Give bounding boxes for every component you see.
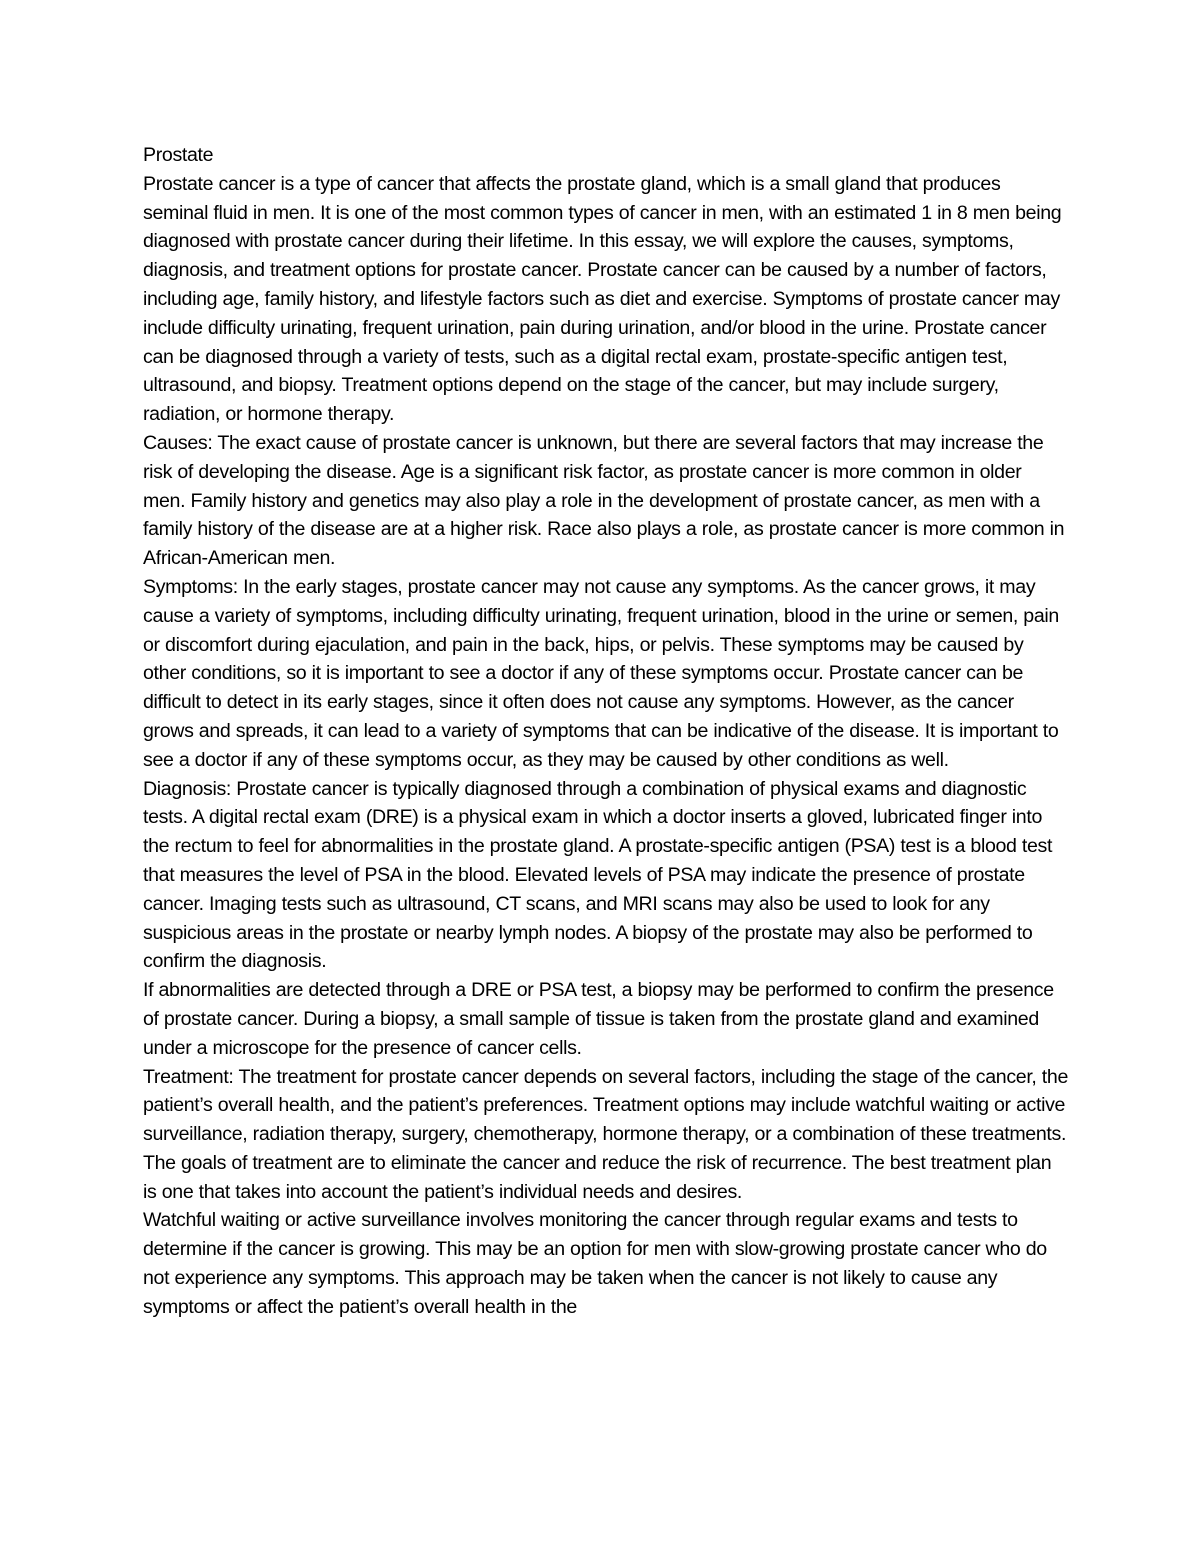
- paragraph-diagnosis: Diagnosis: Prostate cancer is typically diagnosed through a combination of physical exams and diagnostic tests. A digital rectal exam (DRE) is a physical exam in which a doctor inserts a gloved, lubricated finger into the rectum to feel for abnormalities in the prostate gland. A prostate-specific antigen (PSA) test is a blood test that measures the level of PSA in the blood. Elevated levels of PSA may indicate the presence of prostate cancer. Imaging tests such as ultrasound, CT scans, and MRI scans may also be used to look for any suspicious areas in the prostate or nearby lymph nodes. A biopsy of the prostate may also be performed to confirm the diagnosis.: [143, 777, 1053, 973]
- document-title: Prostate: [143, 144, 214, 166]
- paragraph-introduction: Prostate cancer is a type of cancer that affects the prostate gland, which is a small gland that produces seminal fluid in men. It is one of the most common types of cancer in men, with an estimated 1 in 8 men being diagnosed with prostate cancer during their lifetime. In this essay, we will explore the causes, symptoms, diagnosis, and treatment options for prostate cancer. Prostate cancer can be caused by a number of factors, including age, family history, and lifestyle factors such as diet and exercise. Symptoms of prostate cancer may include difficulty urinating, frequent urination, pain during urination, and/or blood in the urine. Prostate cancer can be diagnosed through a variety of tests, such as a digital rectal exam, prostate-specific antigen test, ultrasound, and biopsy. Treatment options depend on the stage of the cancer, but may include surgery, radiation, or hormone therapy.: [143, 172, 1062, 426]
- document-body: [143, 141, 1068, 1322]
- paragraph-causes: Causes: The exact cause of prostate cancer is unknown, but there are several factors that may increase the risk of developing the disease. Age is a significant risk factor, as prostate cancer is more common in older men. Family history and genetics may also play a role in the development of prostate cancer, as men with a family history of the disease are at a higher risk. Race also plays a role, as prostate cancer is more common in African-American men.: [143, 431, 1065, 570]
- paragraph-watchful-waiting: Watchful waiting or active surveillance involves monitoring the cancer through regular exams and tests to determine if the cancer is growing. This may be an option for men with slow-growing prostate cancer who do not experience any symptoms. This approach may be taken when the cancer is not likely to cause any symptoms or affect the patient’s overall health in the: [143, 1209, 1047, 1318]
- paragraph-biopsy: If abnormalities are detected through a DRE or PSA test, a biopsy may be performed to confirm the presence of prostate cancer. During a biopsy, a small sample of tissue is taken from the prostate gland and examined under a microscope for the presence of cancer cells.: [143, 979, 1054, 1059]
- paragraph-treatment: Treatment: The treatment for prostate cancer depends on several factors, including the stage of the cancer, the patient’s overall health, and the patient’s preferences. Treatment options may include watchful waiting or active surveillance, radiation therapy, surgery, chemotherapy, hormone therapy, or a combination of these treatments. The goals of treatment are to eliminate the cancer and reduce the risk of recurrence. The best treatment plan is one that takes into account the patient’s individual needs and desires.: [143, 1065, 1068, 1203]
- paragraph-symptoms: Symptoms: In the early stages, prostate cancer may not cause any symptoms. As the cancer grows, it may cause a variety of symptoms, including difficulty urinating, frequent urination, blood in the urine or semen, pain or discomfort during ejaculation, and pain in the back, hips, or pelvis. These symptoms may be caused by other conditions, so it is important to see a doctor if any of these symptoms occur. Prostate cancer can be difficult to detect in its early stages, since it often does not cause any symptoms. However, as the cancer grows and spreads, it can lead to a variety of symptoms that can be indicative of the disease. It is important to see a doctor if any of these symptoms occur, as they may be caused by other conditions as well.: [143, 575, 1059, 771]
